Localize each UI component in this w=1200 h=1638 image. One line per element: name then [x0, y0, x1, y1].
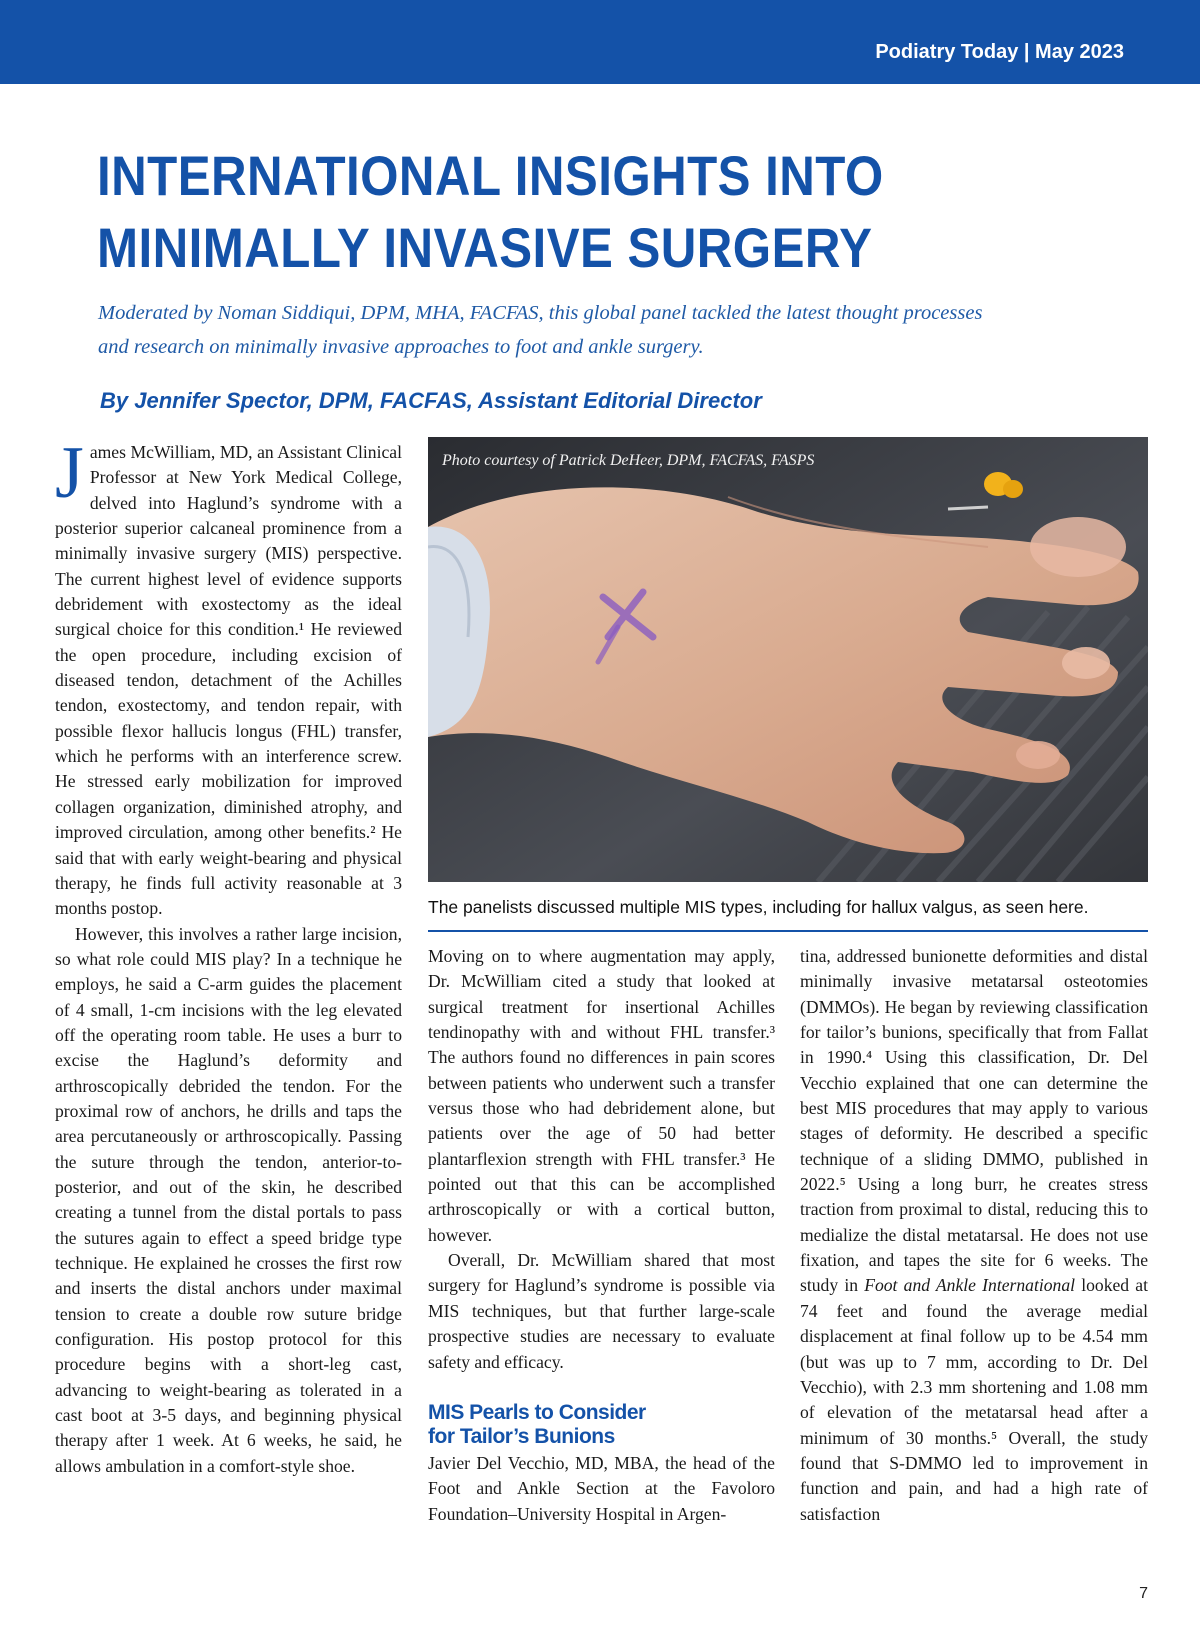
column-2 — [428, 944, 775, 1527]
drop-cap: J — [55, 432, 84, 514]
photo-caption: The panelists discussed multiple MIS types, including for hallux valgus, as seen here. — [428, 897, 1089, 917]
article-photo — [428, 437, 1148, 882]
subhead-line-2: for Tailor’s Bunions — [428, 1424, 615, 1448]
body-paragraph-6 — [800, 944, 1148, 1527]
journal-title: Foot and Ankle International — [864, 1275, 1076, 1296]
body-text-6b: looked at 74 feet and found the average medial displacement at final follow up to be 4.54 mm (but was up to 7 mm, according to Dr. Del Vecchio), with 2.3 mm shortening and 1.08 mm of elevation of the metatarsal head after a minimum of 30 months.⁵ Overall, the study found that S-DMMO led to improvement in function and pain, and had a high rate of satisfaction — [800, 1275, 1148, 1524]
column-3 — [800, 944, 1148, 1527]
headline-line-2: MINIMALLY INVASIVE SURGERY — [97, 216, 873, 279]
headline-line-1: INTERNATIONAL INSIGHTS INTO — [97, 144, 884, 207]
body-paragraph-2: However, this involves a rather large incision, so what role could MIS play? In a technique he employs, he said a C-arm guides the placement of 4 small, 1-cm incisions with the leg elevated off the operating room table. He uses a burr to excise the Haglund’s deformity and arthroscopically debrided the tendon. For the proximal row of anchors, he drills and taps the area percutaneously or arthroscopically. Passing the suture through the tendon, anterior-to-posterior, and out of the skin, he described creating a tunnel from the distal portals to pass the sutures again to effect a speed bridge type technique. He explained he crosses the first row and inserts the distal anchors under maximal tension to create a double row suture bridge configuration. His postop protocol for this procedure begins with a short-leg cast, advancing to weight-bearing as tolerated in a cast boot at 3-5 days, and beginning physical therapy after 1 week. At 6 weeks, he said, he allows ambulation in a comfort-style shoe. — [55, 923, 402, 1476]
masthead: Podiatry Today | May 2023 — [875, 41, 1124, 63]
foot-photo-illustration — [428, 437, 1148, 882]
section-subhead — [428, 1401, 775, 1449]
headline — [97, 140, 995, 284]
deck — [98, 296, 1098, 364]
caption-rule — [428, 930, 1148, 932]
photo-credit: Photo courtesy of Patrick DeHeer, DPM, FACFAS, FASPS — [442, 452, 815, 469]
deck-line-1: Moderated by Noman Siddiqui, DPM, MHA, FACFAS, this global panel tackled the latest thought processes — [98, 302, 983, 324]
column-1 — [55, 432, 402, 1479]
body-paragraph-1 — [55, 432, 402, 922]
body-paragraph-3: Moving on to where augmentation may apply, Dr. McWilliam cited a study that looked at surgical treatment for insertional Achilles tendinopathy with and without FHL transfer.³ The authors found no differences in pain scores between patients who underwent such a transfer versus those who had debridement alone, but patients over the age of 50 had better plantarflexion strength with FHL transfer.³ He pointed out that this can be accomplished arthroscopically or with a cortical button, however. — [428, 946, 775, 1245]
byline: By Jennifer Spector, DPM, FACFAS, Assistant Editorial Director — [100, 388, 762, 413]
deck-line-2: and research on minimally invasive approaches to foot and ankle surgery. — [98, 336, 704, 358]
body-text: ames McWilliam, MD, an Assistant Clinical Professor at New York Medical College, delved into Haglund’s syndrome with a posterior superior calcaneal prominence from a minimally invasive surgery (MIS) perspective. The current highest level of evidence supports debridement with exostectomy as the ideal surgical choice for this condition.¹ He reviewed the open procedure, including excision of diseased tendon, detachment of the Achilles tendon, exostectomy, and tendon repair, with possible flexor hallucis longus (FHL) transfer, which he performs with an interference screw. He stressed early mobilization for improved collagen organization, diminished atrophy, and improved circulation, among other benefits.² He said that with early weight-bearing and physical therapy, he finds full activity reasonable at 3 months postop. — [55, 442, 402, 919]
body-paragraph-5: Javier Del Vecchio, MD, MBA, the head of the Foot and Ankle Section at the Favoloro Foundation–University Hospital in Argen- — [428, 1452, 775, 1524]
body-text-6a: tina, addressed bunionette deformities and distal minimally invasive metatarsal osteotomies (DMMOs). He began by reviewing classification for tailor’s bunions, specifically that from Fallat in 1990.⁴ Using this classification, Dr. Del Vecchio explained that one can determine the best MIS procedures that may apply to various stages of deformity. He described a specific technique of a sliding DMMO, published in 2022.⁵ Using a long burr, he creates stress traction from proximal to distal, reducing this to medialize the distal metatarsal. He does not use fixation, and tapes the site for 6 weeks. The study in — [800, 946, 1148, 1296]
subhead-line-1: MIS Pearls to Consider — [428, 1400, 646, 1424]
body-paragraph-4: Overall, Dr. McWilliam shared that most surgery for Haglund’s syndrome is possible via MIS techniques, but that further large-scale prospective studies are necessary to evaluate safety and efficacy. — [428, 1250, 775, 1372]
page-number: 7 — [1139, 1585, 1148, 1602]
